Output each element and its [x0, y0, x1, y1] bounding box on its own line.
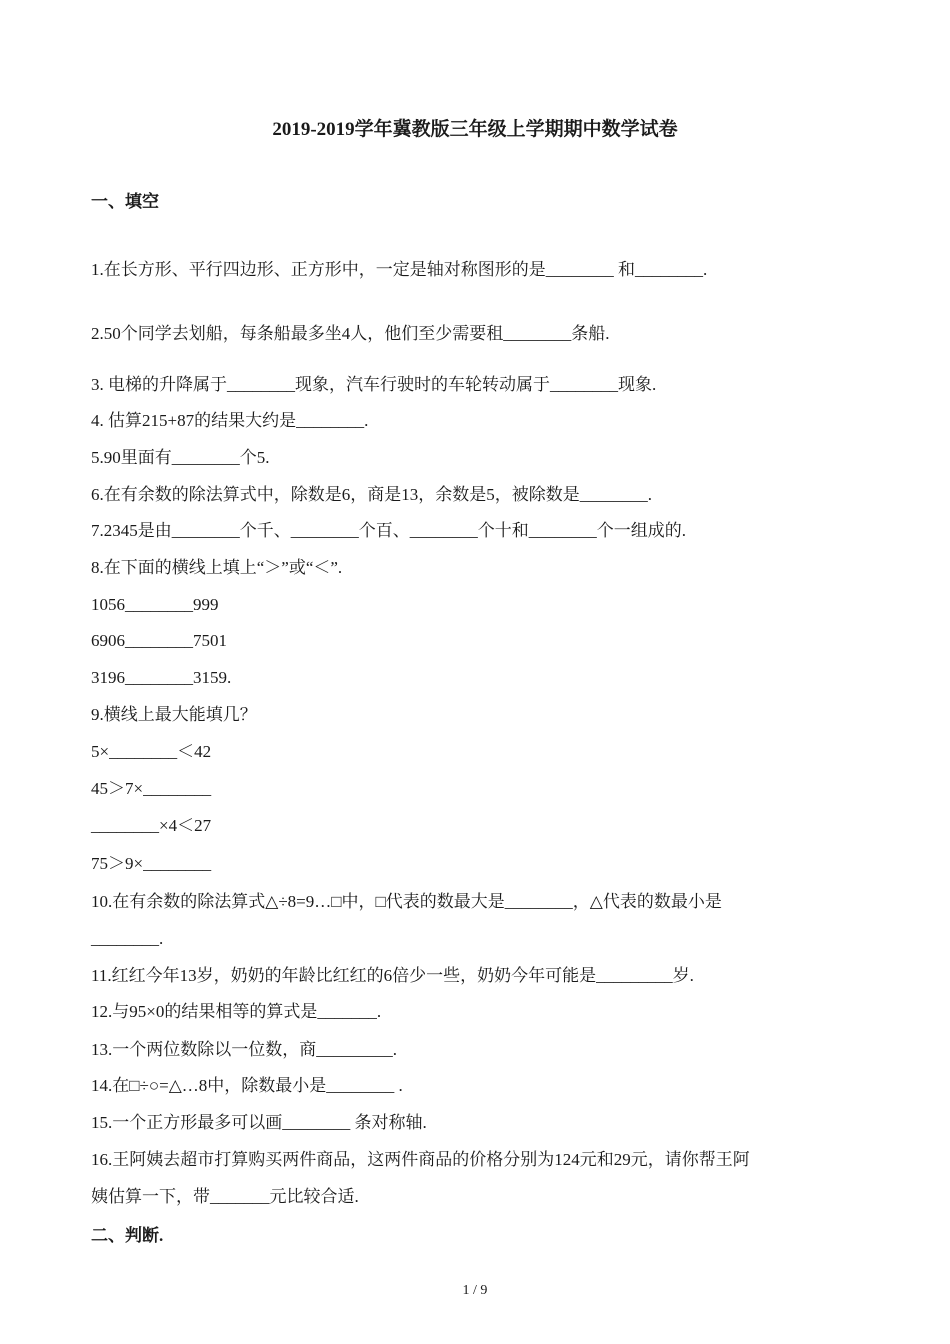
question-15: 15.一个正方形最多可以画________ 条对称轴. — [91, 1113, 427, 1132]
question-8-item-3: 3196________3159. — [91, 668, 232, 687]
page-title: 2019-2019学年冀教版三年级上学期期中数学试卷 — [272, 119, 678, 140]
question-12: 12.与95×0的结果相等的算式是_______. — [91, 1002, 382, 1021]
question-11: 11.红红今年13岁，奶奶的年龄比红红的6倍少一些，奶奶今年可能是_________岁. — [91, 966, 694, 985]
question-16: 16.王阿姨去超市打算购买两件商品，这两件商品的价格分别为124元和29元，请你帮王阿 — [91, 1150, 750, 1169]
question-9-item-3: ________×4＜27 — [91, 816, 212, 835]
question-2: 2.50个同学去划船，每条船最多坐4人，他们至少需要租________条船. — [91, 324, 610, 343]
question-8-item-1: 1056________999 — [91, 595, 219, 614]
section-heading-fill-blank: 一、填空 — [91, 192, 159, 211]
question-8: 8.在下面的横线上填上“＞”或“＜”. — [91, 558, 343, 577]
question-10: 10.在有余数的除法算式△÷8=9…□中，□代表的数最大是________，△代表的数最小是 — [91, 892, 722, 911]
page-number: 1 / 9 — [462, 1283, 488, 1298]
question-4: 4. 估算215+87的结果大约是________. — [91, 411, 369, 430]
question-13: 13.一个两位数除以一位数，商_________. — [91, 1040, 397, 1059]
question-9-item-1: 5×________＜42 — [91, 742, 212, 761]
question-9-item-4: 75＞9×________ — [91, 854, 212, 873]
question-1: 1.在长方形、平行四边形、正方形中，一定是轴对称图形的是________ 和________. — [91, 260, 708, 279]
question-6: 6.在有余数的除法算式中，除数是6，商是13，余数是5，被除数是________. — [91, 485, 652, 504]
question-14: 14.在□÷○=△…8中，除数最小是________ . — [91, 1076, 403, 1095]
question-8-item-2: 6906________7501 — [91, 631, 227, 650]
question-7: 7.2345是由________个千、________个百、________个十和________个一组成的. — [91, 521, 686, 540]
question-10-continued: ________. — [91, 929, 164, 948]
question-16-continued: 姨估算一下，带_______元比较合适. — [91, 1187, 359, 1206]
question-9-item-2: 45＞7×________ — [91, 779, 212, 798]
question-9: 9.横线上最大能填几？ — [91, 705, 257, 724]
question-5: 5.90里面有________个5. — [91, 448, 270, 467]
section-heading-judge: 二、判断. — [91, 1226, 164, 1245]
question-3: 3. 电梯的升降属于________现象，汽车行驶时的车轮转动属于________现象. — [91, 375, 657, 394]
